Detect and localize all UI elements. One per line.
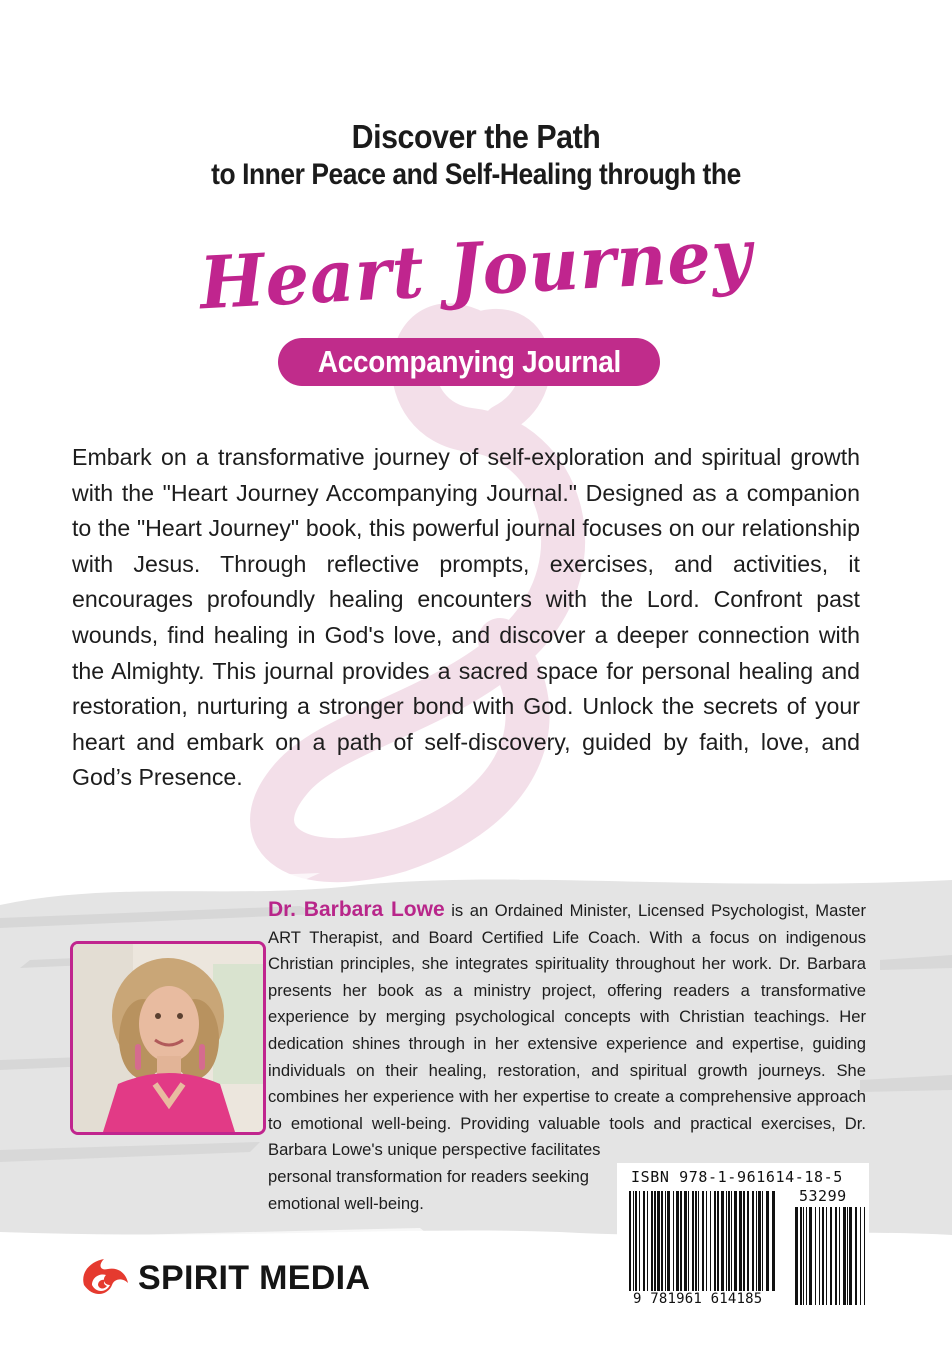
publisher-name: SPIRIT MEDIA bbox=[138, 1258, 371, 1297]
subtitle-pill bbox=[278, 338, 660, 386]
flame-logo-icon bbox=[78, 1255, 132, 1301]
price-addon-number: 53299 bbox=[799, 1187, 847, 1205]
barcode-icon bbox=[617, 1163, 869, 1311]
headline-line2: to Inner Peace and Self-Healing through the bbox=[211, 158, 741, 191]
script-title: Heart Journey bbox=[197, 211, 755, 326]
ean-digits: 9 781961 614185 bbox=[633, 1291, 763, 1307]
author-photo-illustration bbox=[73, 944, 263, 1132]
description-block bbox=[72, 440, 860, 796]
publisher-logo bbox=[78, 1250, 370, 1306]
author-bio-text: is an Ordained Minister, Licensed Psychologist, Master ART Therapist, and Board Certified Life Coach. With a focus on indigenous Christian principles, she integrates spirituality throughout her work. Dr. Barbara presents her book as a ministry project, offering readers a transformative experience by merging psychological concepts with Christian teachings. Her dedication shines through in her extensive experience and expertise, guiding individuals on their healing, restoration, and spiritual growth journeys. She combines her experience with her expertise to create a comprehensive approach to emotional well-being. Providing valuable tools and practical exercises, Dr. Barbara Lowe's unique perspective facilitates bbox=[268, 901, 866, 1160]
isbn-label: ISBN 978-1-961614-18-5 bbox=[631, 1168, 843, 1186]
barcode-panel bbox=[617, 1163, 869, 1311]
author-bio bbox=[268, 897, 866, 1164]
description-text: Embark on a transformative journey of self-exploration and spiritual growth with the "Heart Journey Accompanying Journal." Designed as a companion to the "Heart Journey" book, this powerful journal focuses on our relationship with Jesus. Through reflective prompts, exercises, and activities, it encourages profoundly healing encounters with the Lord. Confront past wounds, find healing in God's love, and discover a deeper connection with the Almighty. This journal provides a sacred space for personal healing and restoration, nurturing a stronger bond with God. Unlock the secrets of your heart and embark on a path of self-discovery, guided by faith, love, and God’s Presence. bbox=[72, 444, 860, 791]
headline-line1: Discover the Path bbox=[351, 118, 601, 155]
author-name: Dr. Barbara Lowe bbox=[268, 898, 445, 921]
subtitle-pill-label: Accompanying Journal bbox=[317, 344, 621, 379]
author-bio-tail: personal transformation for readers seeking emotional well-being. bbox=[268, 1167, 589, 1213]
author-photo bbox=[70, 941, 266, 1135]
